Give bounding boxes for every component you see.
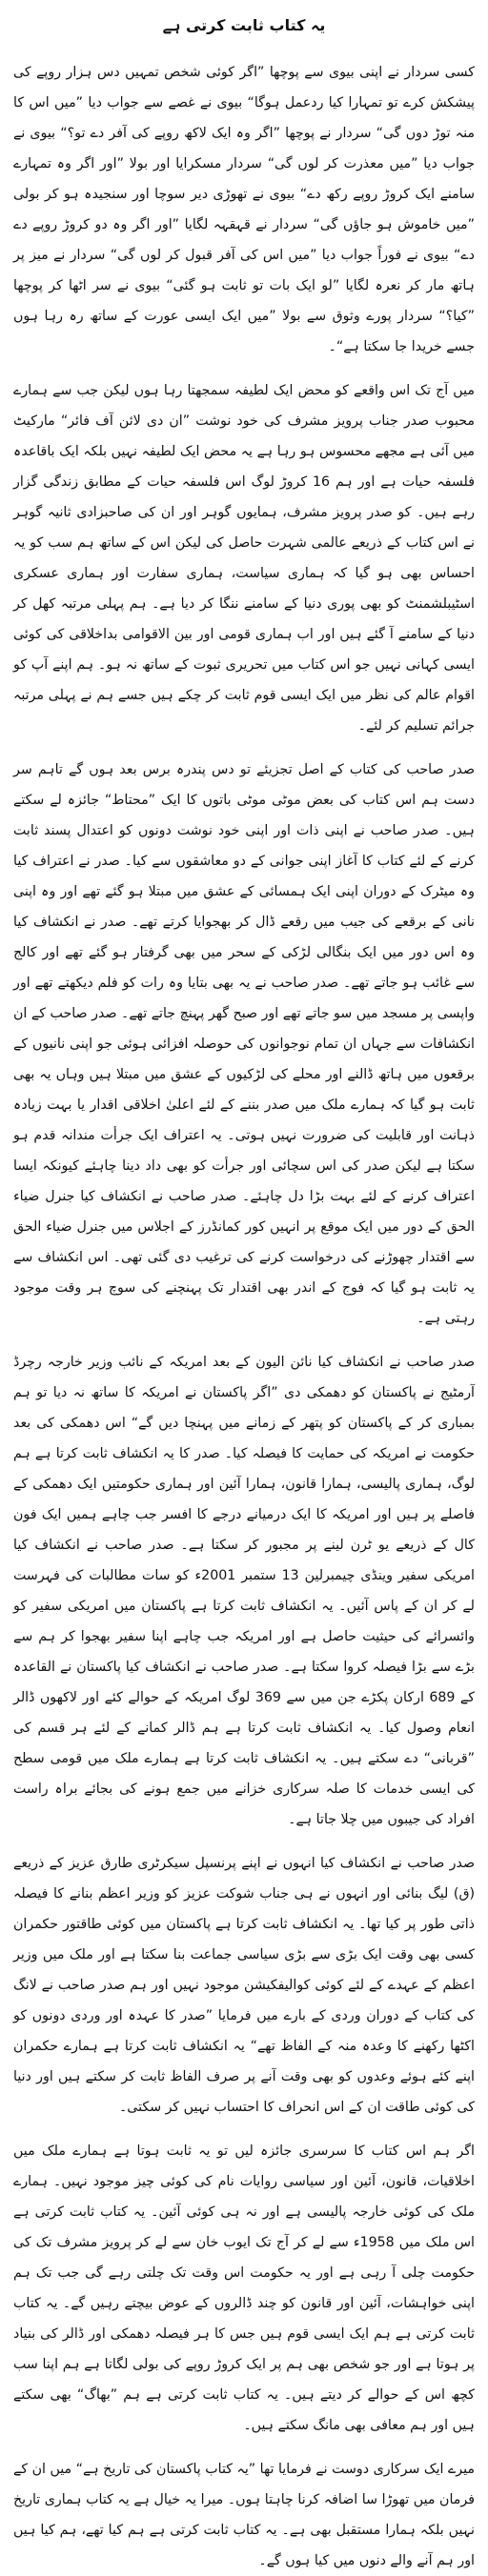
article-paragraph: اگر ہم اس کتاب کا سرسری جائزہ لیں تو یہ ثابت ہوتا ہے ہمارے ملک میں اخلاقیات، قانون، آئین اور سیاسی روایات نام کی کوئی چیز موجود نہیں۔ ہمارے ملک کی کوئی خارجہ پالیسی ہے اور نہ ہی کوئی آئین۔ یہ کتاب ثابت کرتی ہے اس ملک میں 1958ء سے لے کر آج تک ایوب خان سے لے کر پرویز مشرف تک کی حکومت چلی آ رہی ہے اور یہ حکومت اس وقت تک چلتی رہے گی جب تک ہم اپنی خواہشات، آئین اور قانون کو چند ڈالروں کے عوض بیچتے رہیں گے۔ یہ کتاب ثابت کرتی ہے ہم ایک ایسی قوم ہیں جس کا ہر فیصلہ دھمکی اور ڈالر کی بنیاد پر ہوتا ہے اور جو شخص بھی ہم پر ایک کروڑ روپے کی بولی لگاتا ہے ہم اپنا سب کچھ اس کے حوالے کر دیتے ہیں۔ یہ کتاب ثابت کرتی ہے ہم ”بھاگ“ بھی سکتے ہیں اور ہم معافی بھی مانگ سکتے ہیں۔ (13, 2143, 475, 2433)
article-body (13, 57, 475, 2576)
article-paragraph: میرے ایک سرکاری دوست نے فرمایا تھا ”یہ کتاب پاکستان کی تاریخ ہے“ میں ان کے فرمان میں تھوڑا سا اضافہ کرنا چاہتا ہوں۔ میرا یہ خیال ہے یہ کتاب ہماری تاریخ نہیں بلکہ ہمارا مستقبل بھی ہے۔ یہ کتاب ثابت کرتی ہے ہم کیا تھے، ہم کیا ہیں اور ہم آنے والے دنوں میں کیا ہوں گے۔ (13, 2462, 475, 2568)
article-paragraph: صدر صاحب نے انکشاف کیا نائن الیون کے بعد امریکہ کے نائب وزیر خارجہ رچرڈ آرمٹیج نے پاکستان کو دھمکی دی ”اگر پاکستان نے امریکہ کا ساتھ نہ دیا تو ہم بمباری کر کے پاکستان کو پتھر کے زمانے میں پہنچا دیں گے“ اس دھمکی کی بعد حکومت نے امریکہ کی حمایت کا فیصلہ کیا۔ صدر کا یہ انکشاف ثابت کرتا ہے ہم لوگ، ہماری پالیسی، ہمارا قانون، ہمارا آئین اور ہماری حکومتیں ایک دھمکی کے فاصلے پر ہیں اور امریکہ کا ایک درمیانے درجے کا افسر جب چاہے ہمیں ایک فون کال کے ذریعے یو ٹرن لینے پر مجبور کر سکتا ہے۔ صدر صاحب نے انکشاف کیا امریکی سفیر وینڈی چیمبرلین 13 ستمبر 2001ء کو سات مطالبات کی فہرست لے کر ان کے پاس آئیں۔ یہ انکشاف ثابت کرتا ہے پاکستان میں امریکی سفیر کو وائسرائے کی حیثیت حاصل ہے اور امریکہ جب چاہے اپنا سفیر بھجوا کر ہم سے بڑے سے بڑا فیصلہ کروا سکتا ہے۔ صدر صاحب نے انکشاف کیا پاکستان نے القاعدہ کے 689 ارکان پکڑے جن میں سے 369 لوگ امریکہ کے حوالے کئے اور لاکھوں ڈالر انعام وصول کیا۔ یہ انکشاف ثابت کرتا ہے ہم ڈالر کمانے کے لئے ہر قسم کی ”قربانی“ دے سکتے ہیں۔ یہ انکشاف ثابت کرتا ہے ہمارے ملک میں قومی سطح کی ایسی خدمات کا صلہ سرکاری خزانے میں جمع ہونے کی بجائے براہ راست افراد کی جیبوں میں چلا جاتا ہے۔ (13, 1355, 475, 1827)
article-title: یہ کتاب ثابت کرتی ہے (162, 16, 326, 34)
article-paragraph: صدر صاحب نے انکشاف کیا انہوں نے اپنے پرنسپل سیکرٹری طارق عزیز کے ذریعے (ق) لیگ بنائی اور انہوں نے ہی جناب شوکت عزیز کو وزیر اعظم بنانے کا فیصلہ ذاتی طور پر کیا تھا۔ یہ انکشاف ثابت کرتا ہے پاکستان میں کوئی طاقتور حکمران کسی بھی وقت ایک بڑی سے بڑی سیاسی جماعت بنا سکتا ہے اور ملک میں وزیر اعظم کے عہدے کے لئے کوئی کوالیفکیشن موجود نہیں اور ہم صدر صاحب نے لانگ کی کتاب کے دوران وردی کے بارے میں فرمایا ”صدر کا عہدہ اور وردی دونوں کو اکٹھا رکھنے کا وعدہ منہ کے الفاظ تھے“ یہ انکشاف ثابت کرتا ہے ہمارے حکمران اپنے کئے ہوئے وعدوں کو بھی وقت آنے پر صرف الفاظ ثابت کر سکتے ہیں اور دنیا کی کوئی طاقت ان کے اس انحراف کا احتساب نہیں کر سکتی۔ (13, 1856, 475, 2115)
article-paragraph: میں آج تک اس واقعے کو محض ایک لطیفہ سمجھتا رہا ہوں لیکن جب سے ہمارے محبوب صدر جناب پرویز مشرف کی خود نوشت ”ان دی لائن آف فائر“ مارکیٹ میں آئی ہے مجھے محسوس ہو رہا ہے یہ محض ایک لطیفہ نہیں بلکہ ایک باقاعدہ فلسفہ حیات ہے اور ہم 16 کروڑ لوگ اس فلسفہ حیات کے مطابق زندگی گزار رہے ہیں۔ کو صدر پرویز مشرف، ہمایوں گوہر اور ان کی صاحبزادی ثانیہ گوہر نے اس کتاب کے ذریعے عالمی شہرت حاصل کی لیکن اس کے ساتھ ہم سب کو یہ احساس بھی ہو گیا کہ ہماری سیاست، ہماری سفارت اور ہماری عسکری اسٹیبلشمنٹ کو بھی پوری دنیا کے سامنے ننگا کر دیا ہے۔ ہم پہلی مرتبہ کھل کر دنیا کے سامنے آ گئے ہیں اور اب ہماری قومی اور بین الاقوامی بداخلاقی کی کوئی ایسی کہانی نہیں جو اس کتاب میں تحریری ثبوت کے ساتھ نہ ہو۔ ہم اپنے آپ کو اقوام عالم کی نظر میں ایک ایسی قوم ثابت کر چکے ہیں جسے ہم نے پہلی مرتبہ جرائم تسلیم کر لئے۔ (13, 383, 475, 734)
article-paragraph: کسی سردار نے اپنی بیوی سے پوچھا ”اگر کوئی شخص تمہیں دس ہزار روپے کی پیشکش کرے تو تمہارا کیا ردعمل ہوگا“ بیوی نے غصے سے جواب دیا ”میں اس کا منہ توڑ دوں گی“ سردار نے پوچھا ”اگر وہ ایک لاکھ روپے کی آفر دے تو؟“ بیوی نے جواب دیا ”میں معذرت کر لوں گی“ سردار مسکرایا اور بولا ”اور اگر وہ تمہارے سامنے ایک کروڑ روپے رکھ دے“ بیوی نے تھوڑی دیر سوچا اور سنجیدہ ہو کر بولی ”میں خاموش ہو جاؤں گی“ سردار نے قہقہہ لگایا ”اور اگر وہ دو کروڑ روپے دے دے“ بیوی نے فوراً جواب دیا ”میں اس کی آفر قبول کر لوں گی“ سردار نے میز پر ہاتھ مار کر نعرہ لگایا ”لو ایک بات تو ثابت ہو گئی“ بیوی نے سر اٹھا کر پوچھا ”کیا؟“ سردار پورے وثوق سے بولا ”میں ایک ایسی عورت کے ساتھ رہ رہا ہوں جسے خریدا جا سکتا ہے“۔ (13, 65, 476, 354)
article-paragraph: صدر صاحب کی کتاب کے اصل تجزیئے تو دس پندرہ برس بعد ہوں گے تاہم سر دست ہم اس کتاب کی بعض موٹی موٹی باتوں کا ایک ”محتاط“ جائزہ لے سکتے ہیں۔ صدر صاحب نے اپنی ذات اور اپنی خود نوشت دونوں کو اعتدال پسند ثابت کرنے کے لئے کتاب کا آغاز اپنی جوانی کے دو معاشقوں سے کیا۔ صدر نے اعتراف کیا وہ میٹرک کے دوران اپنی ایک ہمسائی کے عشق میں مبتلا ہو گئے تھے اور وہ اپنی نانی کے برقعے کی جیب میں رقعے ڈال کر بھجوایا کرتے تھے۔ صدر نے انکشاف کیا وہ اس دور میں ایک بنگالی لڑکی کے سحر میں بھی گرفتار ہو گئے تھے اور کالج سے غائب ہو جاتے تھے۔ صدر صاحب نے یہ بھی بتایا وہ رات کو فلم دیکھتے تھے اور واپسی پر مسجد میں سو جاتے تھے اور صبح گھر پہنچ جاتے تھے۔ صدر صاحب کے ان انکشافات سے جہاں ان تمام نوجوانوں کی حوصلہ افزائی ہوئی جو اپنی نانیوں کے برقعوں میں ہاتھ ڈالنے اور محلے کی لڑکیوں کے عشق میں مبتلا ہیں وہاں یہ بھی ثابت ہو گیا کہ ہمارے ملک میں صدر بننے کے لئے اعلیٰ اخلاقی اقدار یا بہت زیادہ ذہانت اور قابلیت کی ضرورت نہیں ہوتی۔ یہ اعتراف ایک جرأت مندانہ قدم ہو سکتا ہے لیکن صدر کی اس سچائی اور جرأت کو بھی داد دینا چاہئے کیونکہ ایسا اعتراف کرنے کے لئے بہت بڑا دل چاہئے۔ صدر صاحب نے انکشاف کیا جنرل ضیاء الحق کے دور میں ایک موقع پر انہیں کور کمانڈرز کے اجلاس میں جنرل ضیاء الحق سے اقتدار چھوڑنے کی درخواست کرنے کی ترغیب دی گئی تھی۔ اس انکشاف سے یہ ثابت ہو گیا کہ فوج کے اندر بھی اقتدار تک پہنچنے کی سوچ ہر وقت موجود رہتی ہے۔ (13, 762, 475, 1326)
